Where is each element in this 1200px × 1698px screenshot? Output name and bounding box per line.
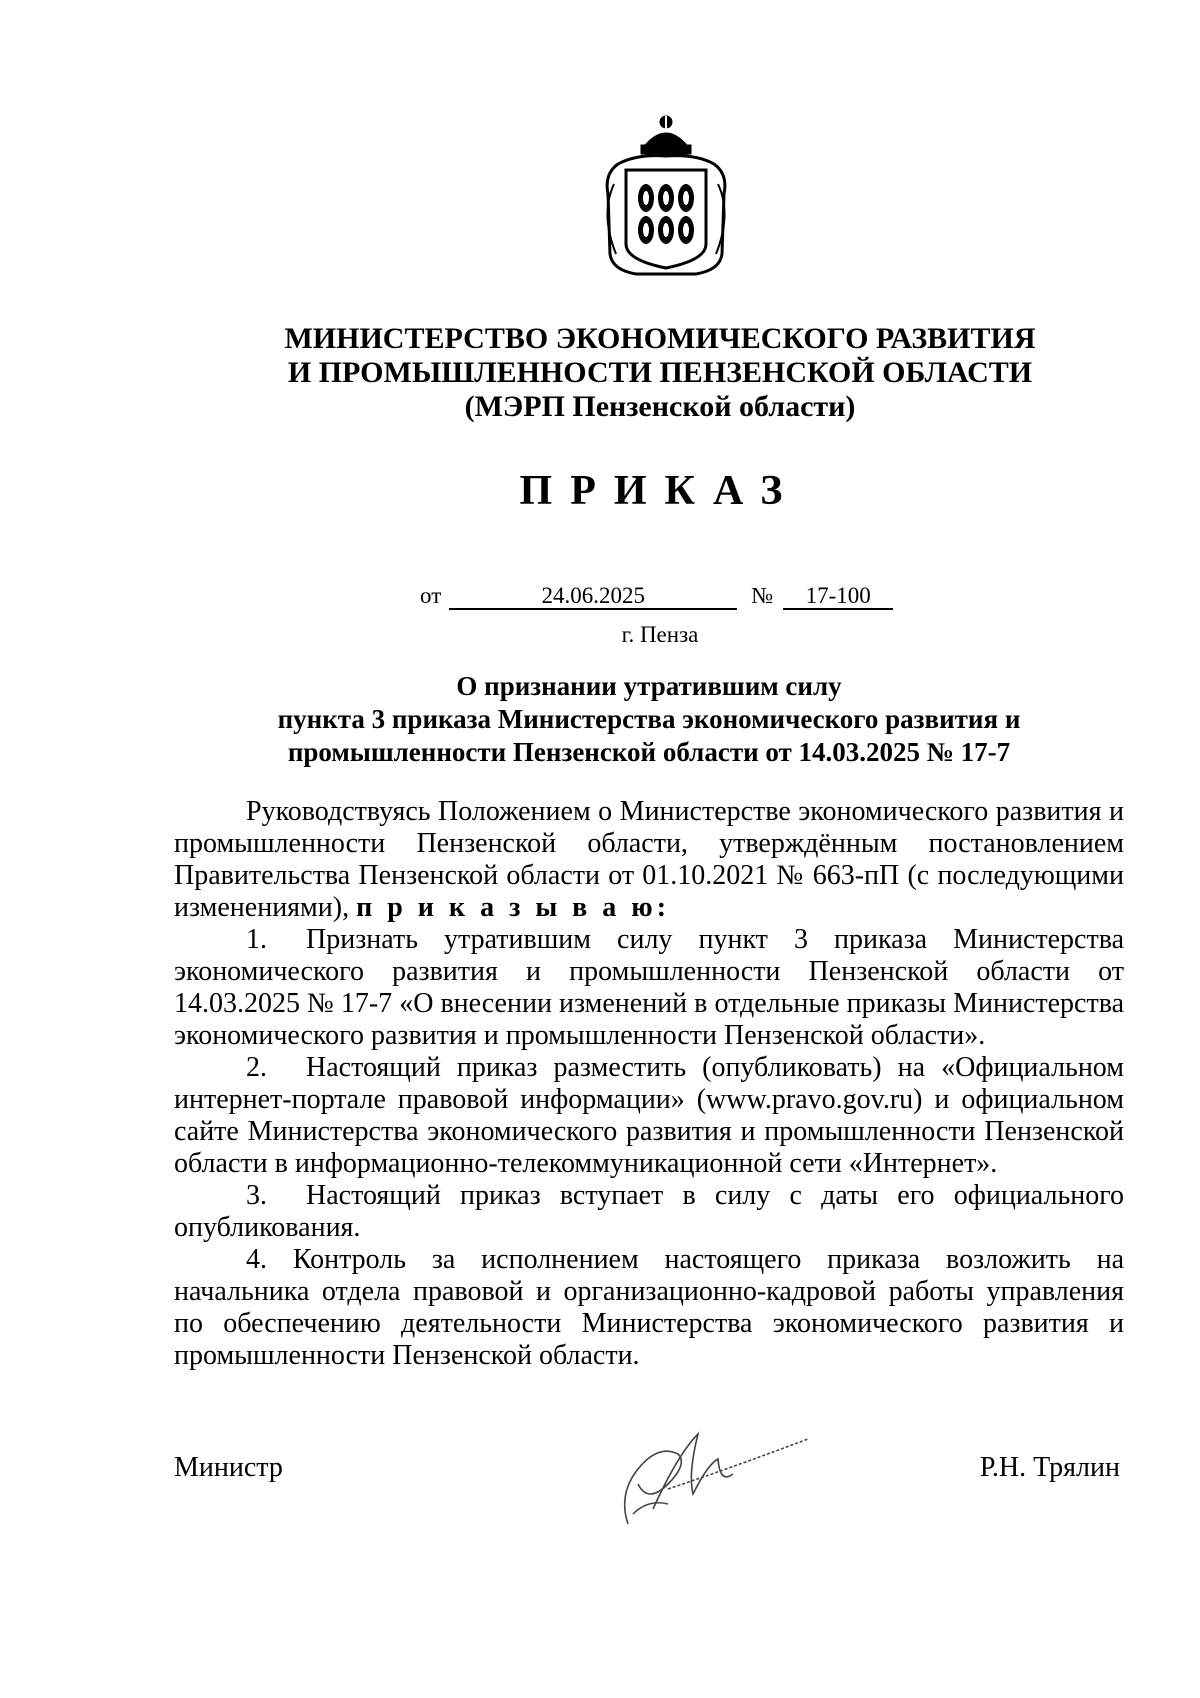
order-dateline <box>420 582 893 610</box>
ministry-name-line2: И ПРОМЫШЛЕННОСТИ ПЕНЗЕНСКОЙ ОБЛАСТИ <box>287 356 1033 389</box>
list-item <box>174 924 1124 1052</box>
preamble-paragraph <box>174 796 1124 924</box>
order-date: 24.06.2025 <box>449 584 737 610</box>
item-number: 3. <box>246 1180 267 1211</box>
preamble-text: Руководствуясь Положением о Министерстве экономического развития и промышленности Пензенской области, утверждённым постановлением Правительства Пензенской области от 01.10.2021 № 663-пП (с последующими изменениями), <box>174 796 1124 923</box>
number-sign: № <box>751 583 774 608</box>
subject-line3: промышленности Пензенской области от 14.03.2025 № 17-7 <box>287 737 1011 767</box>
coat-of-arms-icon <box>596 114 736 280</box>
item-text: Признать утратившим силу пункт 3 приказа Министерства экономического развития и промышленности Пензенской области от 14.03.2025 № 17-7 «О внесении изменений в отдельные приказы Министерства экономического развития и промышленности Пензенской области». <box>174 924 1124 1051</box>
order-body <box>174 796 1124 1372</box>
subject-line2: пункта 3 приказа Министерства экономического развития и <box>277 704 1021 734</box>
ministry-header <box>200 322 1120 424</box>
order-subject <box>174 670 1124 769</box>
list-item <box>174 1052 1124 1180</box>
handwritten-signature <box>608 1414 818 1534</box>
order-number: 17-100 <box>783 584 893 610</box>
ministry-short-name: (МЭРП Пензенской области) <box>464 390 856 423</box>
list-item <box>174 1244 1124 1372</box>
item-number: 2. <box>246 1052 267 1083</box>
city: г. Пенза <box>621 622 699 647</box>
signatory-title: Министр <box>174 1452 283 1483</box>
item-number: 4. <box>246 1244 267 1275</box>
from-label: от <box>420 583 442 608</box>
item-text: Контроль за исполнением настоящего приказа возложить на начальника отдела правовой и организационно-кадровой работы управления по обеспечению деятельности Министерства экономического развития и промышленности Пензенской области. <box>174 1244 1124 1371</box>
signatory-name: Р.Н. Трялин <box>979 1452 1120 1483</box>
order-word: п р и к а з ы в а ю: <box>356 892 671 923</box>
list-item <box>174 1180 1124 1244</box>
order-title: ПРИКАЗ <box>519 468 801 514</box>
ministry-name-line1: МИНИСТЕРСТВО ЭКОНОМИЧЕСКОГО РАЗВИТИЯ <box>284 322 1036 355</box>
item-text: Настоящий приказ вступает в силу с даты его официального опубликования. <box>174 1180 1124 1243</box>
item-text: Настоящий приказ разместить (опубликовать) на «Официальном интернет-портале правовой информации» (www.pravo.gov.ru) и официальном сайте Министерства экономического развития и промышленности Пензенской области в информационно-телекоммуникационной сети «Интернет». <box>174 1052 1124 1179</box>
item-number: 1. <box>246 924 267 955</box>
subject-line1: О признании утратившим силу <box>456 671 842 701</box>
